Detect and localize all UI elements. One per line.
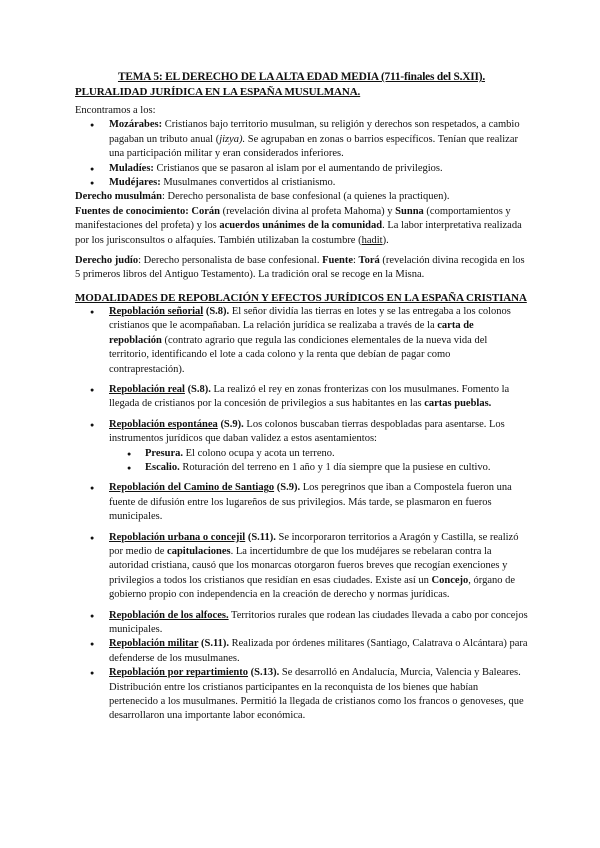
repoblacion-list [75,305,528,447]
fuentes-paragraph: Fuentes de conocimiento: Corán (revelación divina al profeta Mahoma) y Sunna (comportamientos y manifestaciones del profeta) y los acuerdos unánimes de la comunidad. La labor interpretativa realizada por los jurisconsultos o alfaquíes. También utilizaban la costumbre (hadit). [75,205,522,246]
list-item-alfoces: ● Repoblación de los alfoces. Territorios rurales que rodean las ciudades llevada a cabo por concejos municipales. [75,609,528,638]
list-item-muladies: ● Muladíes: Cristianos que se pasaron al islam por el aumentando de privilegios. [75,162,528,176]
list-item-real: ● Repoblación real (S.8). La realizó el rey en zonas fronterizas con los musulmanes. Fomento la llegada de cristianos por la concesión de privilegios a sus habitantes en las cartas pueblas. [75,383,528,412]
intro-text: Encontramos a los: [75,105,156,116]
derecho-judio-paragraph: Derecho judío: Derecho personalista de base confesional. Fuente: Torá (revelación divina recogida en los 5 primeros libros del Antiguo Testamento). La tradición oral se recoge en la Misna. [75,255,525,281]
list-item-mozarabes: ● Mozárabes: Cristianos bajo territorio musulman, su religión y derechos son respetados, a cambio pagaban un tributo anual (jizya). Se agrupaban en zonas o barrios específicos. Tenían que realizar una participación militar y eran considerados inferiores. [75,118,528,161]
list-item-repartimiento: ● Repoblación por repartimiento (S.13). Se desarrolló en Andalucía, Murcia, Valencia y Baleares. Distribución entre los cristianos participantes en la reconquista de los bienes que habían pertenecido a los musulmanes. Permitió la llegada de cristianos como los francos o genoveses, que desarrollaron una importante labor económica. [75,666,528,724]
section-heading-repoblacion: MODALIDADES DE REPOBLACIÓN Y EFECTOS JURÍDICOS EN LA ESPAÑA CRISTIANA [75,291,527,304]
derecho-musulman-paragraph: Derecho musulmán: Derecho personalista de base confesional (a quienes la practiquen). [75,191,450,203]
section-heading-musulmana: PLURALIDAD JURÍDICA EN LA ESPAÑA MUSULMANA. [75,86,361,98]
list-item-urbana: ● Repoblación urbana o concejil (S.11). Se incorporaron territorios a Aragón y Castilla, se realizó por medio de capitulaciones. La incertidumbre de que los mudéjares se rebelaran contra la autoridad cristiana, causó que los monarcas otorgaron fueros breves que recogían exenciones y privilegios a todos los cristianos que residían en esas ciudades. Existe así un Concejo, órgano de gobierno propio con independencia en la creación de derecho y normas jurídicas. [75,531,528,603]
term: Muladíes: [109,162,154,174]
term: Mozárabes: [109,119,163,131]
document-title: TEMA 5: EL DERECHO DE LA ALTA EDAD MEDIA (711-finales del S.XII). [117,71,486,83]
repoblacion-list-continued [75,481,528,724]
list-item-senorial: ● Repoblación señorial (S.8). El señor dividía las tierras en lotes y se las entregaba a los colonos cristianos que le acompañaban. La relación jurídica se realizaba a través de la carta de repoblación (contrato agrario que regula las condiciones elementales de la nueva vida del territorio, identificando el lote a cada colono y la renta que debían de pagar como contraprestación). [75,305,528,377]
term: Mudéjares: [109,177,161,189]
list-item-mudejares: ● Mudéjares: Musulmanes convertidos al cristianismo. [75,176,528,190]
group-list [75,118,528,190]
list-item-militar: ● Repoblación militar (S.11). Realizada por órdenes militares (Santiago, Calatrava o Alcántara) para defenderse de los musulmanes. [75,637,528,666]
espontanea-sublist [75,447,528,476]
list-item-espontanea: ● Repoblación espontánea (S.9). Los colonos buscaban tierras despobladas para asentarse. Los instrumentos jurídicos que daban validez a estos asentamientos: [75,418,528,447]
list-item-camino-santiago: ● Repoblación del Camino de Santiago (S.9). Los peregrinos que iban a Compostela fueron una fuente de difusión entre los lugareños de sus privilegios. Más tarde, se plasmaron en fueros municipales. [75,481,528,524]
sublist-item-presura: ● Presura. El colono ocupa y acota un terreno. [75,447,528,461]
sublist-item-escalio: ● Escalio. Roturación del terreno en 1 año y 1 día siempre que la pusiese en cultivo. [75,461,528,475]
